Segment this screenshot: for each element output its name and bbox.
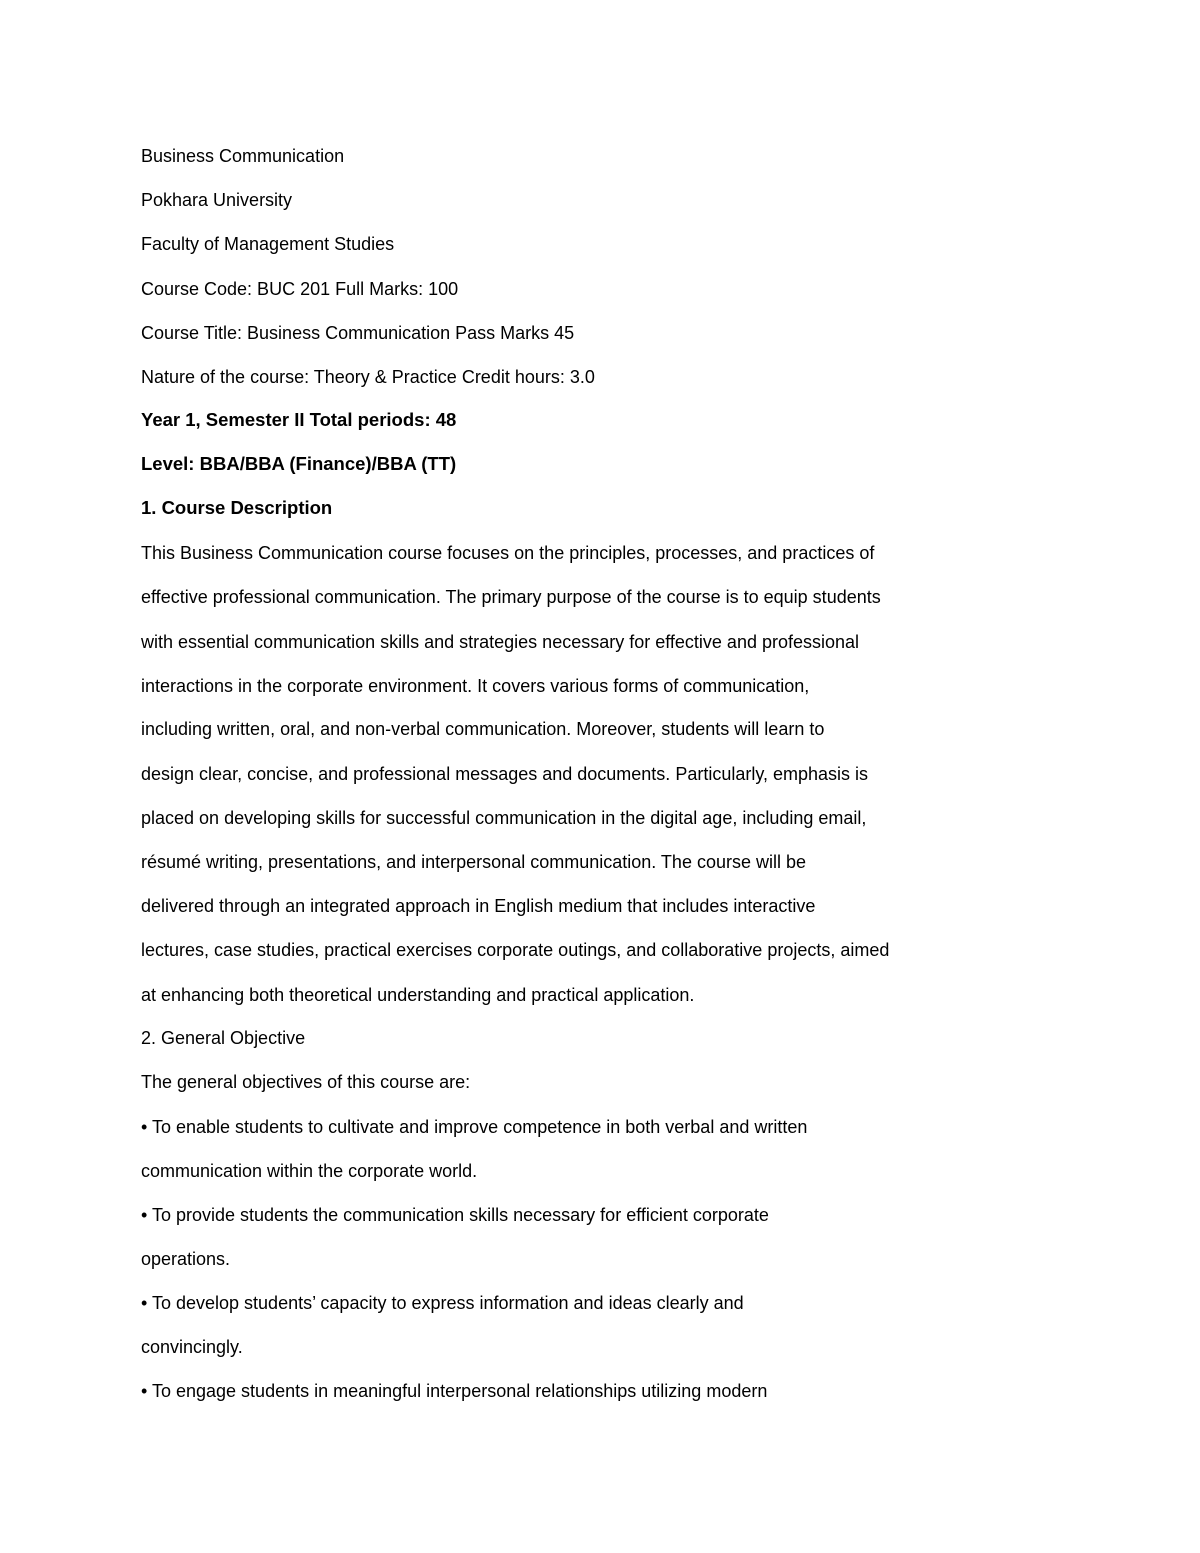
description-line: interactions in the corporate environment. It covers various forms of communication, [141,676,810,696]
course-description-heading: 1. Course Description [141,497,333,518]
year-line: Year 1, Semester II Total periods: 48 [141,409,457,430]
description-line: delivered through an integrated approach in English medium that includes interactive [141,896,816,916]
description-line: design clear, concise, and professional messages and documents. Particularly, emphasis is [141,764,869,784]
objective-line: • To engage students in meaningful interpersonal relationships utilizing modern [141,1381,768,1401]
description-line: lectures, case studies, practical exercises corporate outings, and collaborative projects, aimed [141,940,890,960]
description-line: résumé writing, presentations, and interpersonal communication. The course will be [141,852,806,872]
description-line: including written, oral, and non-verbal communication. Moreover, students will learn to [141,719,825,739]
description-line: This Business Communication course focuses on the principles, processes, and practices of [141,543,875,563]
course-code-line: Course Code: BUC 201 Full Marks: 100 [141,279,459,299]
university-name: Pokhara University [141,190,293,210]
level-line: Level: BBA/BBA (Finance)/BBA (TT) [141,453,457,474]
faculty-name: Faculty of Management Studies [141,234,395,254]
general-objective-intro: The general objectives of this course are: [141,1072,471,1092]
course-title-line: Course Title: Business Communication Pass Marks 45 [141,323,575,343]
objective-line: • To provide students the communication skills necessary for efficient corporate [141,1205,769,1225]
nature-line: Nature of the course: Theory & Practice Credit hours: 3.0 [141,367,595,387]
objective-line: • To develop students’ capacity to express information and ideas clearly and [141,1293,744,1313]
objective-line: convincingly. [141,1337,243,1357]
objective-line: communication within the corporate world. [141,1161,478,1181]
description-line: with essential communication skills and strategies necessary for effective and professional [141,632,860,652]
objective-line: • To enable students to cultivate and improve competence in both verbal and written [141,1117,808,1137]
objective-line: operations. [141,1249,231,1269]
description-line: effective professional communication. The primary purpose of the course is to equip students [141,587,881,607]
description-line: at enhancing both theoretical understanding and practical application. [141,985,695,1005]
document-title: Business Communication [141,146,345,166]
general-objective-heading: 2. General Objective [141,1028,306,1048]
description-line: placed on developing skills for successful communication in the digital age, including email, [141,808,867,828]
